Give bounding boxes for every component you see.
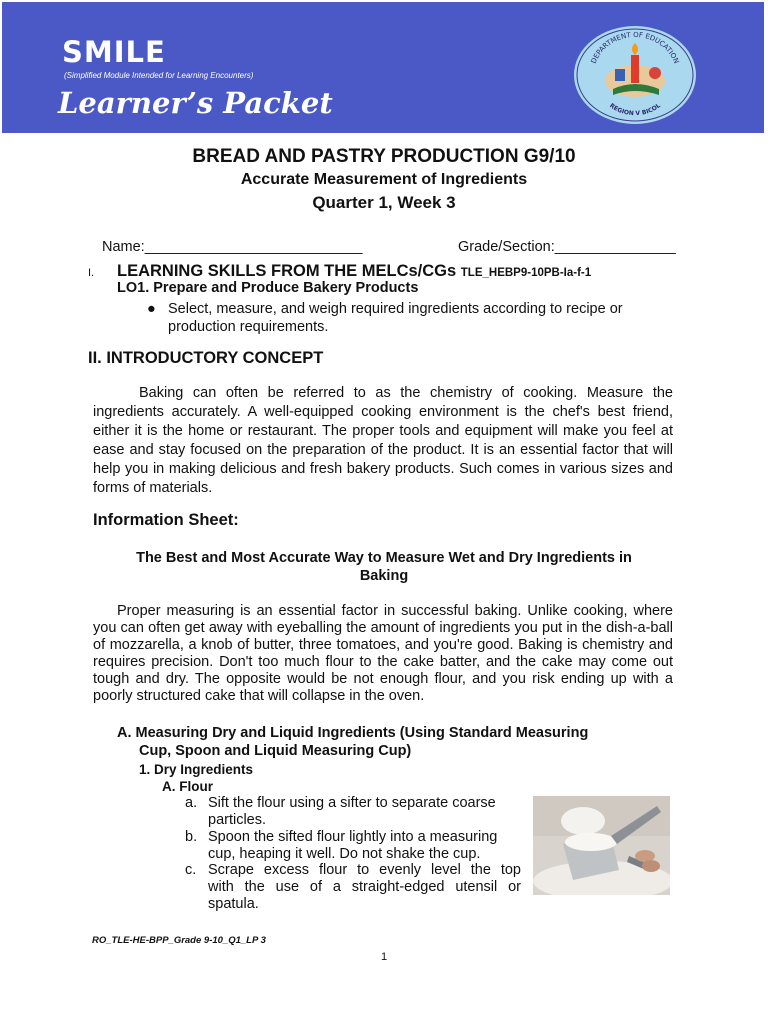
grade-section-blank: _______________: [554, 239, 676, 255]
name-blank: ___________________________: [144, 239, 363, 255]
info-sheet-heading: Information Sheet:: [93, 511, 239, 529]
bullet-line-2: production requirements.: [168, 319, 329, 335]
section1-numeral: I.: [88, 267, 95, 279]
section2-heading: II. INTRODUCTORY CONCEPT: [88, 349, 324, 367]
info-subheading-line-2: Baking: [359, 568, 409, 584]
section1-heading-text: LEARNING SKILLS FROM THE MELCs/CGs: [117, 262, 457, 280]
bullet-dot: ●: [147, 301, 156, 317]
grade-section-field: [458, 239, 676, 256]
step-b-line-1: Spoon the sifted flour lightly into a measuring: [208, 829, 498, 845]
flour-measuring-photo: [533, 796, 670, 895]
step-a-line-2: particles.: [208, 812, 267, 828]
page-number: 1: [380, 951, 388, 963]
header-banner: [2, 2, 764, 133]
name-field: [102, 239, 362, 256]
dry-ingredients-heading: 1. Dry Ingredients: [139, 762, 254, 777]
document-subtitle: Accurate Measurement of Ingredients: [240, 171, 528, 188]
learning-objective: LO1. Prepare and Produce Bakery Products: [117, 280, 419, 296]
step-a-letter: a.: [185, 795, 198, 811]
info-subheading-line-1: The Best and Most Accurate Way to Measure Wet and Dry Ingredients in: [136, 550, 632, 566]
seal-top-text: DEPARTMENT OF EDUCATION: [589, 30, 681, 65]
section-a-heading-line-2: Cup, Spoon and Liquid Measuring Cup): [139, 743, 412, 759]
brand-subtitle: (Simplified Module Intended for Learning Encounters): [64, 71, 254, 80]
section-a-heading-line-1: A. Measuring Dry and Liquid Ingredients (Using Standard Measuring: [117, 725, 589, 741]
measuring-paragraph: Proper measuring is an essential factor in successful baking. Unlike cooking, where you can often get away with eyeballing the amount of ingredients you put in the dish-a-ball of mozzarella, a knob of butter, three tomatoes, and you're good. Baking is chemistry and requires precision. Don't too much flour to the cake batter, and the cake may come out tough and dry. The opposite would be not enough flour, and you risk ending up with a poorly structured cake that will collapse in the oven.: [93, 603, 673, 704]
footer-code: RO_TLE-HE-BPP_Grade 9-10_Q1_LP 3: [92, 935, 266, 946]
step-c-line-2: with the use of a straight-edged utensil or: [208, 879, 521, 895]
brand-title: SMILE: [62, 35, 166, 69]
intro-paragraph: Baking can often be referred to as the chemistry of cooking. Measure the ingredients accurately. A well-equipped cooking environment is the chef's best friend, either it is the home or restaurant. The proper tools and equipment will make you feel at ease and stay focused on the preparation of the product. It is an essential factor that will help you in making delicious and fresh bakery products. Such comes in various sizes and forms of materials.: [93, 385, 673, 496]
step-c-letter: c.: [185, 862, 197, 878]
document-title: BREAD AND PASTRY PRODUCTION G9/10: [192, 146, 576, 167]
step-c-line-1: Scrape excess flour to evenly level the top: [208, 862, 521, 878]
step-b-letter: b.: [185, 829, 198, 845]
flour-heading: A. Flour: [162, 779, 213, 794]
step-a-line-1: Sift the flour using a sifter to separate coarse: [208, 795, 496, 811]
step-b-line-2: cup, heaping it well. Do not shake the cup.: [208, 846, 481, 862]
melc-code: TLE_HEBP9-10PB-Ia-f-1: [460, 267, 592, 279]
step-c-line-3: spatula.: [208, 896, 259, 912]
quarter-week: Quarter 1, Week 3: [312, 193, 456, 212]
packet-title: Learner’s Packet: [58, 86, 333, 120]
deped-seal-logo: [573, 25, 697, 125]
bullet-line-1: Select, measure, and weigh required ingredients according to recipe or: [168, 301, 623, 317]
name-label: Name:: [102, 239, 145, 255]
grade-section-label: Grade/Section:: [458, 239, 555, 255]
seal-bottom-text: REGION V BICOL: [608, 102, 662, 118]
